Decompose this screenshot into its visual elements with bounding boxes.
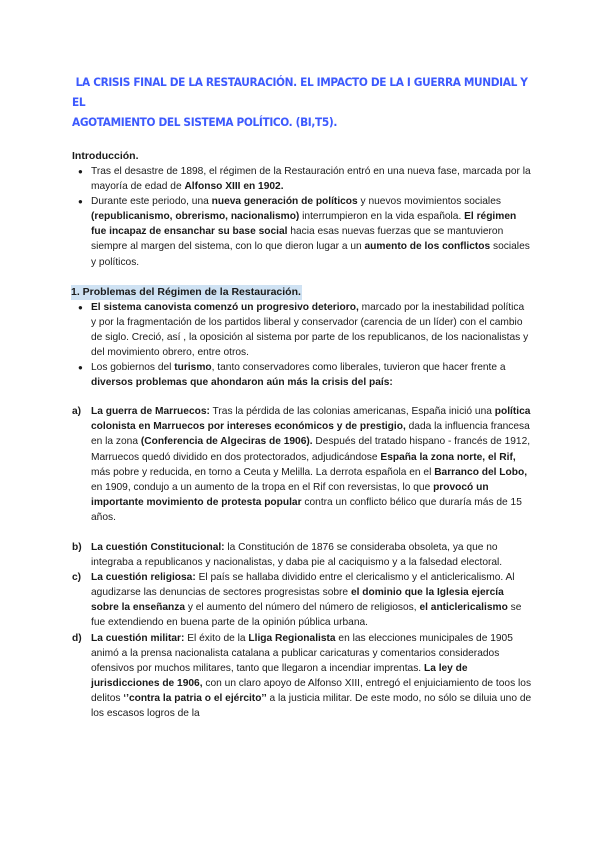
intro-bullet-2	[72, 194, 532, 269]
bold-run: España la zona norte, el Rif,	[380, 451, 516, 463]
text-run: interrumpieron en la vida española.	[299, 211, 465, 223]
problem-item-c	[72, 570, 532, 630]
bold-run: Barranco del Lobo,	[434, 466, 528, 478]
text-run: Los gobiernos del	[91, 362, 175, 374]
text-run: sociales y políticos.	[91, 241, 530, 268]
bold-run: el anticlericalismo	[419, 602, 508, 614]
intro-bullet-1	[72, 164, 532, 194]
text-run: con un claro apoyo de Alfonso XIII, entregó el enjuiciamiento de toos los delitos	[91, 677, 532, 704]
item-label: c)	[72, 572, 82, 584]
title-line-1: LA CRISIS FINAL DE LA RESTAURACIÓN. EL IMPACTO DE LA I GUERRA MUNDIAL Y EL	[72, 75, 528, 109]
section-1-heading: 1. Problemas del Régimen de la Restauración.	[71, 285, 301, 298]
bold-run: (Conferencia de Algeciras de 1906).	[140, 436, 313, 448]
text-run: El éxito de la	[184, 632, 249, 644]
text-run: y el aumento del número del número de religiosos,	[185, 602, 420, 614]
problem-item-b	[72, 540, 532, 570]
problem-item-a	[72, 404, 532, 525]
section-1-bullet-list	[72, 300, 532, 391]
text-run: Durante este periodo, una	[91, 196, 212, 208]
bold-run: El sistema canovista comenzó un progresivo deterioro,	[91, 301, 359, 313]
section-1-bullet-1	[72, 300, 532, 360]
bold-run: La cuestión militar:	[91, 632, 185, 644]
intro-bullet-list	[72, 164, 532, 270]
bold-run: turismo	[174, 362, 212, 374]
text-run: se fue extendiendo en buena parte de la opinión pública urbana.	[91, 602, 522, 629]
document-title	[72, 72, 532, 132]
item-label: a)	[72, 406, 82, 418]
section-1	[72, 282, 532, 721]
text-run: , tanto conservadores como liberales, tuvieron que hacer frente a	[211, 362, 506, 374]
bold-run: El régimen fue incapaz de ensanchar su base social	[91, 211, 517, 238]
bold-run: Lliga Regionalista	[248, 632, 336, 644]
text-run: a la justicia militar. De este modo, no sólo se diluia uno de los escasos logros de la	[91, 692, 532, 719]
bold-run: La cuestión religiosa:	[91, 572, 196, 584]
text-run: dada la influencia francesa en la zona	[91, 421, 530, 448]
bold-run: provocó un importante movimiento de protesta popular	[91, 481, 489, 508]
problems-list	[72, 404, 532, 721]
bold-run: política colonista en Marruecos por intereses económicos y de prestigio,	[91, 406, 531, 433]
bold-run: ‘’contra la patria o el ejército’’	[123, 692, 267, 704]
text-run: hacia esas nuevas fuerzas que se mantuvieron siempre al margen del sistema, con lo que dieron lugar a un	[91, 226, 504, 253]
bold-run: La ley de jurisdicciones de 1906,	[91, 662, 468, 689]
text-run: en las elecciones municipales de 1905 animó a la prensa nacionalista catalana a publicar caricaturas y comentarios considerados ofensivos por muchos militares, tanto que llegaron a incendiar imprentas.	[91, 632, 513, 674]
text-run: en 1909, condujo a un aumento de la tropa en el Rif con reversistas, lo que	[91, 481, 434, 493]
text-run: Después del tratado hispano - francés de 1912, Marruecos quedó dividido en dos protectorados, adjudicándose	[91, 436, 531, 463]
section-1-bullet-2	[72, 360, 532, 390]
item-label: b)	[72, 541, 82, 553]
problem-item-d	[72, 631, 532, 722]
text-run: contra un conflicto bélico que duraría más de 15 años.	[91, 496, 522, 523]
text-run: marcado por la inestabilidad política y por la fragmentación de los partidos liberal y conservador (carencia de un líder) con el cambio de siglo. Creció, así , la oposición al sistema por parte de los republicanos, de los nacionalistas y del movimiento obrero, entre otros.	[91, 301, 529, 358]
bold-run: La guerra de Marruecos:	[91, 406, 210, 418]
item-label: d)	[72, 632, 82, 644]
bold-run: La cuestión Constitucional:	[91, 541, 225, 553]
title-line-2: AGOTAMIENTO DEL SISTEMA POLÍTICO. (BI,T5).	[72, 115, 337, 129]
intro-section	[72, 149, 532, 270]
intro-heading: Introducción.	[72, 150, 139, 162]
text-run: El país se hallaba dividido entre el clericalismo y el anticlericalismo. Al agudizarse las denuncias de sectores progresistas sobre	[91, 572, 515, 599]
text-run: más pobre y reducida, en torno a Ceuta y Melilla. La derrota española en el	[91, 466, 435, 478]
text-run: la Constitución de 1876 se consideraba obsoleta, ya que no integraba a republicanos y nacionalistas, y daba pie al caciquismo y a la falsedad electoral.	[91, 541, 503, 569]
bold-run: aumento de los conflictos	[364, 241, 491, 253]
bold-run: el dominio que la Iglesia ejercía sobre la enseñanza	[91, 587, 504, 614]
text-run: Tras la pérdida de las colonias americanas, España inició una	[209, 406, 495, 418]
bold-run: nueva generación de políticos	[211, 196, 358, 208]
bold-run: diversos problemas que ahondaron aún más la crisis del país:	[91, 377, 393, 389]
text-run: Tras el desastre de 1898, el régimen de la Restauración entró en una nueva fase, marcada por la mayoría de edad de	[91, 166, 531, 193]
bold-run: Alfonso XIII en 1902.	[184, 181, 284, 193]
text-run: y nuevos movimientos sociales	[357, 196, 501, 208]
document-page	[72, 72, 532, 721]
bold-run: (republicanismo, obrerismo, nacionalismo)	[91, 211, 300, 223]
